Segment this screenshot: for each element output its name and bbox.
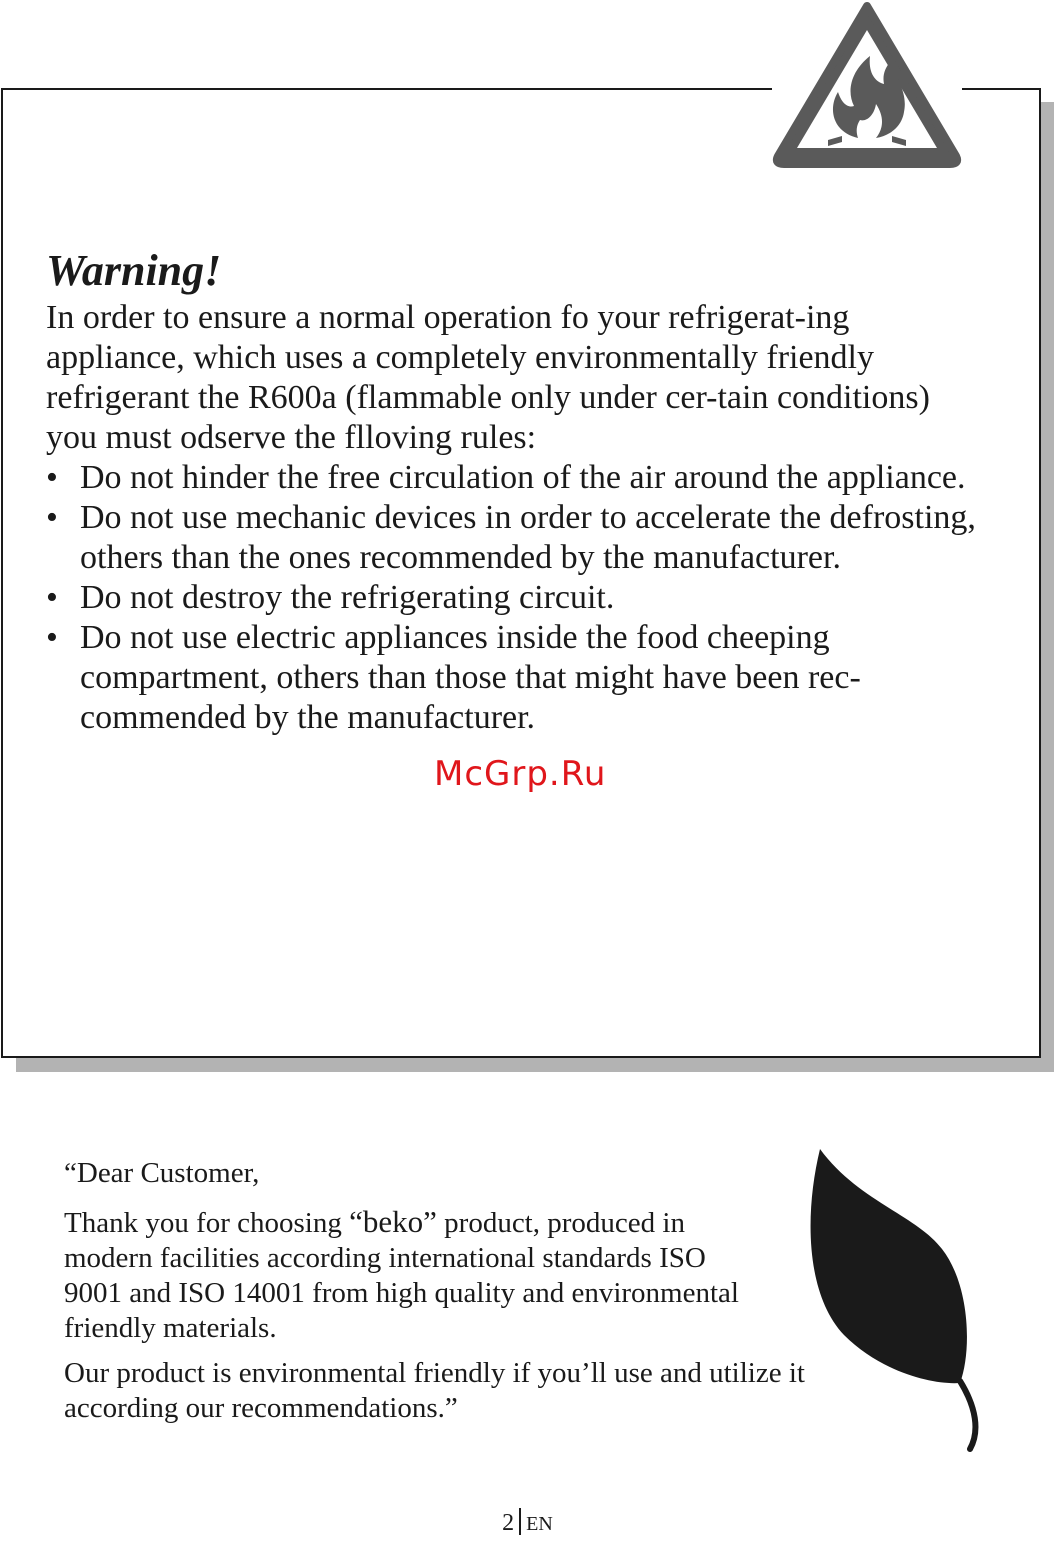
warning-rules-list <box>46 458 1006 738</box>
letter-para1-start: Thank you for choosing <box>64 1207 350 1239</box>
bullet-icon: • <box>46 579 58 616</box>
list-item <box>46 458 1006 498</box>
list-item <box>46 498 1006 578</box>
letter-para1-end: product, produced in modern facilities according international standards ISO 9001 and ISO 14001 from high quality and environmental friendly materials. <box>64 1207 739 1344</box>
letter-paragraph-2: Our product is environmental friendly if you’ll use and utilize it according our recommendations.” <box>64 1357 805 1424</box>
bullet-icon: • <box>46 499 58 536</box>
list-item <box>46 578 1006 618</box>
rule-text: Do not use electric appliances inside the food cheeping compartment, others than those that might have been rec-commended by the manufacturer. <box>80 619 861 736</box>
bullet-icon: • <box>46 619 58 656</box>
customer-letter <box>64 1156 864 1426</box>
rule-text: Do not destroy the refrigerating circuit. <box>80 579 615 616</box>
warning-intro: In order to ensure a normal operation fo your refrigerat-ing appliance, which uses a completely environmentally friendly refrigerant the R600a (flammable only under cer-tain conditions) you must odserve the flloving rules: <box>46 299 930 456</box>
language-code: EN <box>526 1513 553 1535</box>
watermark-text: McGrp.Ru <box>434 754 607 794</box>
rule-text: Do not hinder the free circulation of the air around the appliance. <box>80 459 966 496</box>
letter-greeting: “Dear Customer, <box>64 1157 260 1189</box>
bullet-icon: • <box>46 459 58 496</box>
rule-text: Do not use mechanic devices in order to accelerate the defrosting, others than the ones recommended by the manufacturer. <box>80 499 976 576</box>
leaf-icon <box>800 1145 990 1455</box>
letter-paragraph-1 <box>64 1204 769 1346</box>
flammable-warning-icon <box>772 0 962 168</box>
footer-divider <box>519 1508 521 1535</box>
warning-content <box>46 244 1006 738</box>
list-item <box>46 618 1006 738</box>
brand-name: “beko” <box>349 1204 437 1239</box>
page-footer <box>0 1508 1055 1539</box>
page-number: 2 <box>502 1510 515 1536</box>
warning-title: Warning! <box>46 246 222 295</box>
